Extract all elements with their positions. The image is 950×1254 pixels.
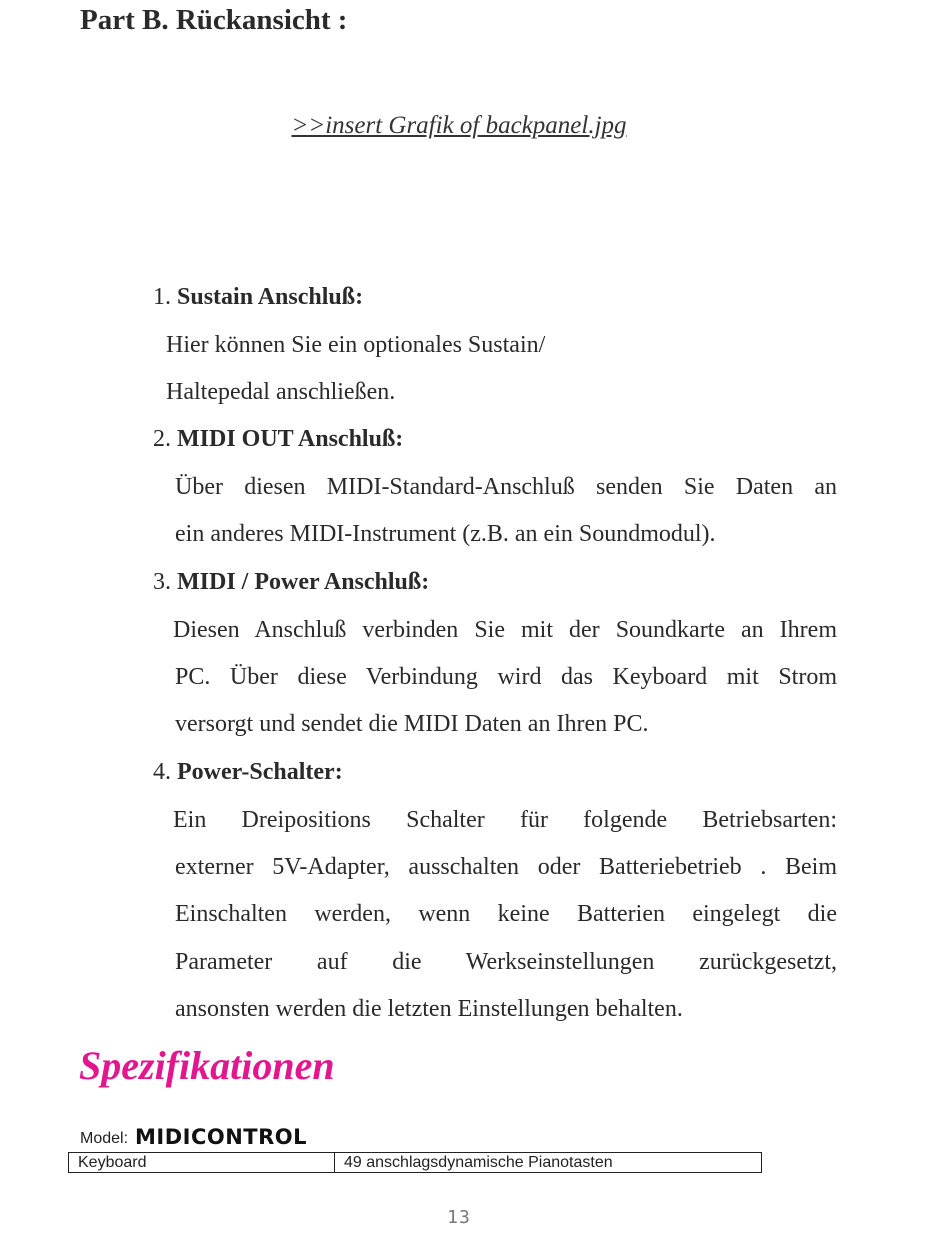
item-number: 3. [153,569,171,595]
item-label: MIDI OUT Anschluß: [177,426,404,452]
list-item-title [153,284,363,311]
item-label: Sustain Anschluß: [177,284,364,310]
image-placeholder-text: >>insert Grafik of backpanel.jpg [291,112,627,139]
item-text-line: externer 5V-Adapter, ausschalten oder Batteriebetrieb . Beim [175,854,837,880]
item-text-line: Diesen Anschluß verbinden Sie mit der Soundkarte an Ihrem [173,617,837,643]
item-text-line: Parameter auf die Werkseinstellungen zurückgesetzt, [175,949,837,975]
spec-heading: Spezifikationen [79,1043,335,1088]
item-text-line: versorgt und sendet die MIDI Daten an Ihren PC. [175,711,649,737]
table-cell: Keyboard [69,1153,335,1173]
table-row [69,1153,762,1173]
spec-table [68,1152,762,1173]
item-text-line: PC. Über diese Verbindung wird das Keyboard mit Strom [175,664,837,690]
item-text-line: Ein Dreipositions Schalter für folgende Betriebsarten: [173,807,837,833]
list-item-title [153,426,403,453]
item-text-line: Einschalten werden, wenn keine Batterien eingelegt die [175,901,837,927]
item-number: 4. [153,759,171,785]
item-number: 2. [153,426,171,452]
model-label: Model: [80,1130,129,1147]
item-label: MIDI / Power Anschluß: [177,569,430,595]
section-heading: Part B. Rückansicht : [80,4,348,36]
list-item-title [153,759,343,786]
item-number: 1. [153,284,171,310]
list-item-title [153,569,429,596]
table-cell: 49 anschlagsdynamische Pianotasten [335,1153,762,1173]
item-text-line: ein anderes MIDI-Instrument (z.B. an ein Soundmodul). [175,521,716,547]
item-text-line: Haltepedal anschließen. [166,379,396,405]
item-text-line: ansonsten werden die letzten Einstellungen behalten. [175,996,683,1022]
midicontrol-logo: MIDICONTROL [135,1125,308,1149]
item-text-line: Über diesen MIDI-Standard-Anschluß senden Sie Daten an [175,474,837,500]
item-text-line: Hier können Sie ein optionales Sustain/ [166,332,546,358]
item-label: Power-Schalter: [177,759,343,785]
page-number: 13 [447,1207,471,1228]
